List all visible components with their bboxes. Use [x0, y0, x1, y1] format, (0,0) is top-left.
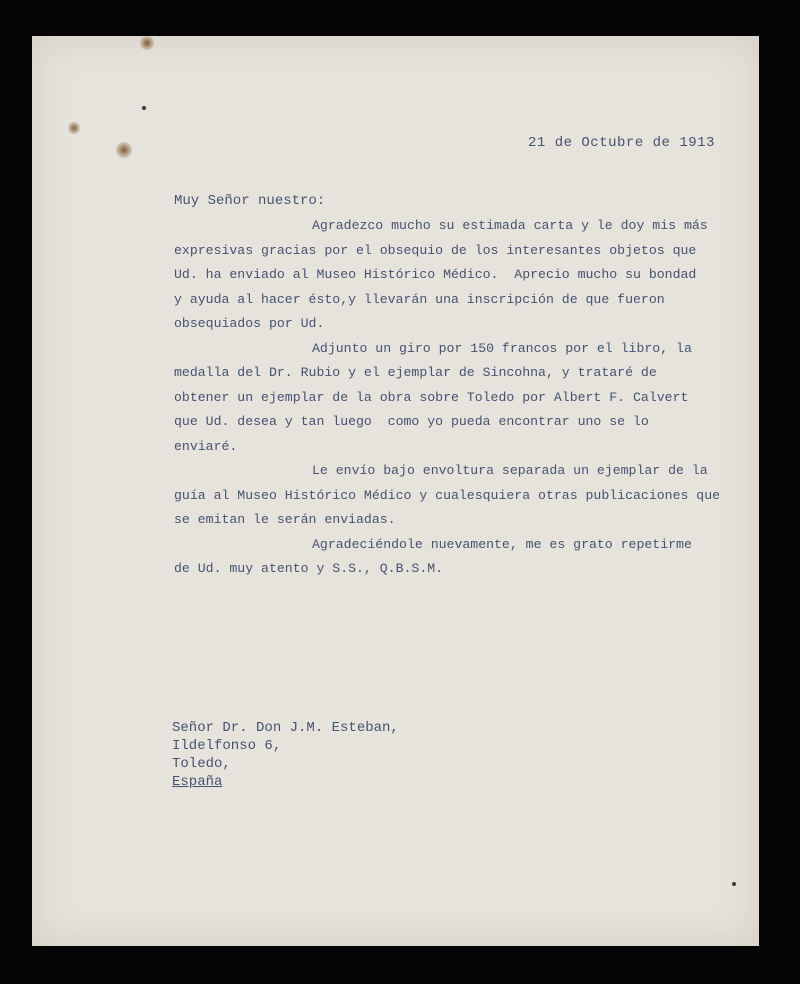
address-line-1: Señor Dr. Don J.M. Esteban,	[172, 720, 399, 736]
rust-stain	[68, 122, 80, 134]
address-line-4: España	[172, 774, 223, 790]
paragraph-1-line-4: y ayuda al hacer ésto,y llevarán una inscripción de que fueron	[174, 291, 665, 307]
letter-page	[32, 36, 759, 946]
paragraph-3-line-2: guía al Museo Histórico Médico y cualesquiera otras publicaciones que	[174, 487, 721, 503]
rust-stain	[116, 142, 132, 158]
paragraph-2-line-5: enviaré.	[174, 438, 238, 454]
paragraph-1-line-1: Agradezco mucho su estimada carta y le doy mis más	[312, 218, 708, 233]
paragraph-2-line-3: obtener un ejemplar de la obra sobre Toledo por Albert F. Calvert	[174, 389, 689, 405]
paragraph-1-line-3: Ud. ha enviado al Museo Histórico Médico. Aprecio mucho su bondad	[174, 267, 697, 282]
address-line-2: Ildelfonso 6,	[172, 738, 282, 754]
paragraph-1-line-2: expresivas gracias por el obsequio de los interesantes objetos que	[174, 242, 697, 258]
ink-speck	[142, 106, 146, 110]
paragraph-4-line-2: de Ud. muy atento y S.S., Q.B.S.M.	[174, 561, 444, 576]
paragraph-3-line-3: se emitan le serán enviadas.	[174, 512, 396, 527]
rust-stain	[140, 36, 154, 50]
paragraph-2-line-2: medalla del Dr. Rubio y el ejemplar de Sincohna, y trataré de	[174, 365, 657, 380]
salutation: Muy Señor nuestro:	[174, 193, 326, 209]
ink-speck	[732, 882, 736, 886]
paragraph-2-line-4: que Ud. desea y tan luego como yo pueda encontrar uno se lo	[174, 414, 649, 429]
address-line-3: Toledo,	[172, 756, 231, 772]
paragraph-2-line-1: Adjunto un giro por 150 francos por el libro, la	[312, 340, 692, 356]
letter-body	[174, 214, 734, 582]
recipient-address	[172, 719, 399, 791]
letter-date: 21 de Octubre de 1913	[528, 135, 715, 151]
paragraph-1-line-5: obsequiados por Ud.	[174, 316, 325, 331]
paragraph-4-line-1: Agradeciéndole nuevamente, me es grato repetirme	[312, 536, 692, 552]
paragraph-3-line-1: Le envío bajo envoltura separada un ejemplar de la	[312, 463, 708, 478]
